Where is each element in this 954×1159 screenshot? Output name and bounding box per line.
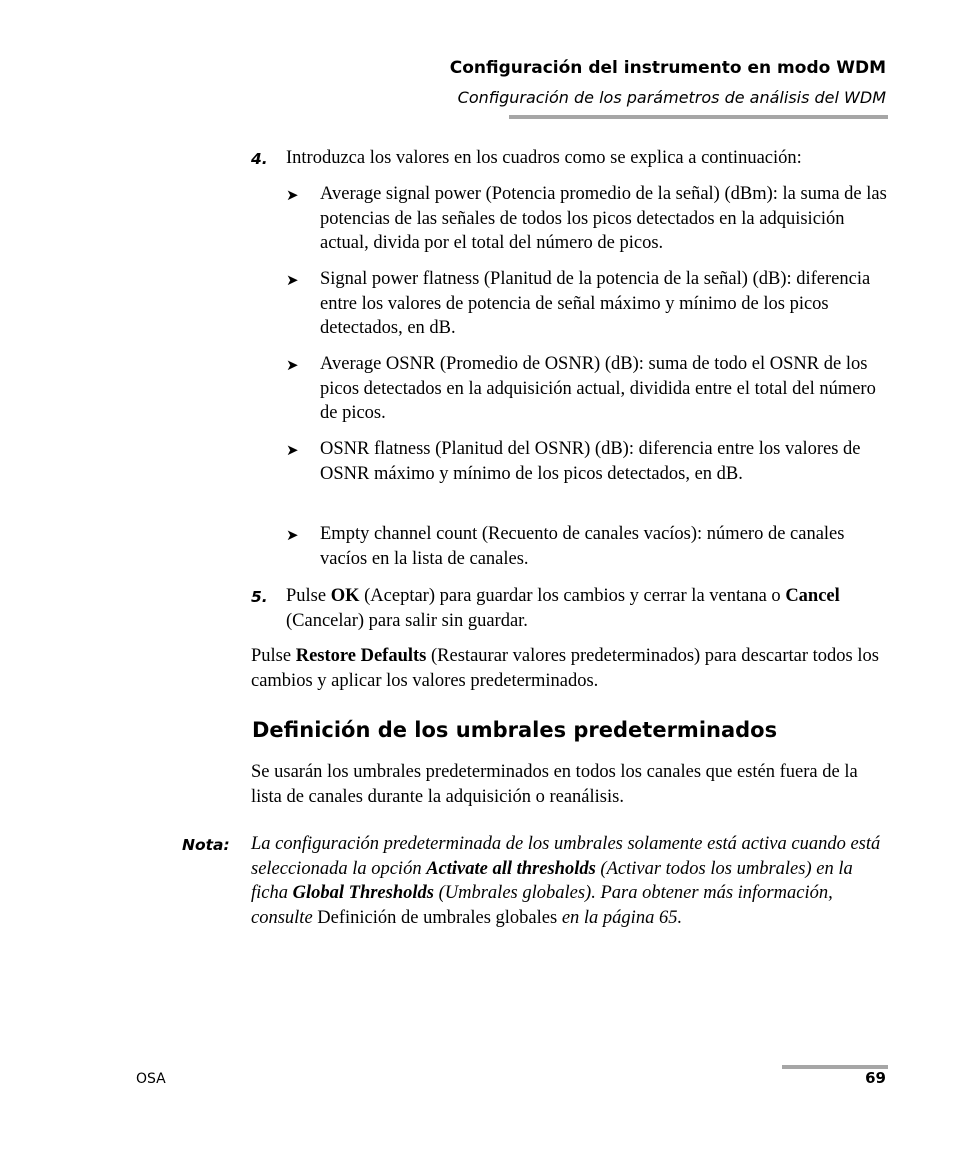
step-4-number: 4. [251,150,268,168]
header-divider [509,115,888,119]
bullet-empty-channel-count: Empty channel count (Recuento de canales vacíos): número de canales vacíos en la lista de canales. [320,524,845,569]
bullet-average-osnr: Average OSNR (Promedio de OSNR) (dB): suma de todo el OSNR de los picos detectados en la adquisición actual, dividida entre el total del número de picos. [320,354,876,423]
step-5-text: Pulse OK (Aceptar) para guardar los cambios y cerrar la ventana o Cancel (Cancelar) para salir sin guardar. [286,586,840,631]
footer-product-name: OSA [136,1071,166,1087]
bullet-arrow-icon: ➤ [286,188,299,204]
step-5-number: 5. [251,588,268,606]
bullet-signal-power-flatness: Signal power flatness (Planitud de la potencia de la señal) (dB): diferencia entre los valores de potencia de señal máximo y mínimo de los picos detectados, en dB. [320,269,871,338]
step-4-text: Introduzca los valores en los cuadros como se explica a continuación: [286,148,802,168]
running-header-subtitle: Configuración de los parámetros de análisis del WDM [457,88,886,107]
section-heading: Definición de los umbrales predeterminados [252,718,778,742]
section-paragraph: Se usarán los umbrales predeterminados en todos los canales que estén fuera de la lista de canales durante la adquisición o reanálisis. [251,762,858,807]
activate-all-thresholds-keyword: Activate all thresholds [426,858,596,879]
page-number: 69 [865,1069,886,1087]
running-header-title: Configuración del instrumento en modo WDM [449,58,886,78]
bullet-arrow-icon: ➤ [286,528,299,544]
cancel-keyword: Cancel [785,586,840,606]
global-thresholds-keyword: Global Thresholds [292,883,434,903]
bullet-arrow-icon: ➤ [286,358,299,374]
ok-keyword: OK [330,586,360,606]
bullet-average-signal-power: Average signal power (Potencia promedio de la señal) (dBm): la suma de las potencias de las señales de todos los picos detectados en la adquisición actual, divida por el total del número de picos. [320,184,887,253]
bullet-arrow-icon: ➤ [286,273,299,289]
note-text: La configuración predeterminada de los umbrales solamente está activa cuando está seleccionada la opción Activate all thresholds (Activar todos los umbrales) en la ficha Global Thresholds (Umbrales globales). Para obtener más información, consulte Definición de umbrales globales en la página 65. [251,834,881,928]
cross-reference-link[interactable]: Definición de umbrales globales [317,907,558,928]
bullet-osnr-flatness: OSNR flatness (Planitud del OSNR) (dB): diferencia entre los valores de OSNR máximo y mínimo de los picos detectados, en dB. [320,439,861,484]
bullet-arrow-icon: ➤ [286,443,299,459]
restore-defaults-keyword: Restore Defaults [295,646,427,666]
note-label: Nota: [182,836,230,854]
restore-defaults-paragraph: Pulse Restore Defaults (Restaurar valores predeterminados) para descartar todos los cambios y aplicar los valores predeterminados. [251,646,879,691]
